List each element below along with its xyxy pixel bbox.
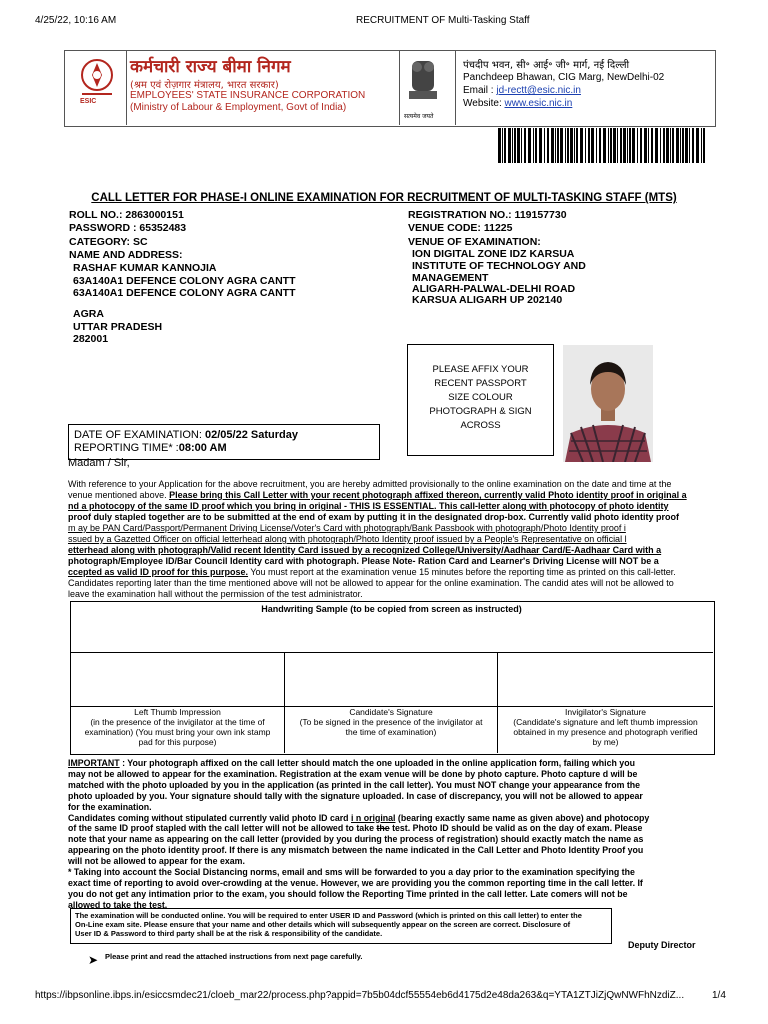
venue-line-2: INSTITUTE OF TECHNOLOGY AND [412, 260, 586, 272]
body-line [68, 490, 720, 501]
barcode-bar [512, 128, 513, 163]
org-ministry-english: (Ministry of Labour & Employment, Govt of India) [130, 102, 347, 113]
address-city: AGRA [73, 308, 104, 320]
important-line: allowed to take the test. [68, 899, 168, 910]
important-line: exact time of reporting to avoid over-crowding at the venue. However, we are providing you the common reporting time in the call letter. If [68, 877, 643, 888]
important-line: * Taking into account the Social Distancing norms, email and sms will be forwarded to you a day prior to the examination specifying the [68, 867, 635, 878]
barcode-bar [599, 128, 601, 163]
print-url: https://ibpsonline.ibps.in/esiccsmdec21/cloeb_mar22/process.php?appid=7b5b04dcf55554eb6d4175d2e48da263&q=YTA1ZTJiZjQwNWFhNzdiZ... [35, 990, 685, 1001]
barcode-bar [640, 128, 642, 163]
barcode-bar [627, 128, 628, 163]
body-line: photograph/Employee ID/Bar Council Identity card with photograph. Please Note- Ration Card and Learner's Driving License will NOT be a [68, 556, 659, 566]
print-page-number: 1/4 [712, 990, 726, 1001]
barcode-bar [533, 128, 534, 163]
important-line: for the examination. [68, 801, 152, 812]
barcode-bar [692, 128, 694, 163]
important-text: i n original [351, 812, 396, 823]
barcode-bar [596, 128, 597, 163]
barcode-bar [570, 128, 573, 163]
table-divider [497, 652, 498, 753]
barcode-bar [547, 128, 549, 163]
handwriting-title: Handwriting Sample (to be copied from screen as instructed) [261, 604, 522, 614]
cell-text: pad for this purpose) [138, 737, 217, 747]
important-line [68, 823, 720, 834]
barcode-bar [610, 128, 612, 163]
body-line: Candidates reporting later than the time mentioned above will not be allowed to appear for the online examination. The candid ates will not be allowed to [68, 578, 674, 588]
body-text: venue mentioned above. [68, 490, 170, 500]
barcode-bar [617, 128, 618, 163]
candidate-name: RASHAF KUMAR KANNOJIA [73, 262, 217, 274]
important-text: of the same ID proof stapled with the call letter will not be allowed to take [68, 823, 377, 834]
barcode-bar [701, 128, 702, 163]
important-line: photo uploaded by you. Your signature should tally with the signature uploaded. In case of discrepancy, you will not be allowed to appear [68, 790, 643, 801]
body-paragraph [68, 479, 720, 600]
photo-instruction-2: RECENT PASSPORT [434, 378, 527, 389]
email-line [463, 85, 581, 96]
candidate-photo [563, 345, 653, 462]
thumb-impression-cell [72, 707, 283, 747]
divider [455, 50, 456, 125]
barcode-bar [689, 128, 690, 163]
important-section [68, 758, 720, 911]
barcode-bar [670, 128, 671, 163]
name-address-label: NAME AND ADDRESS: [69, 249, 183, 261]
barcode-bar [608, 128, 609, 163]
table-divider [284, 652, 285, 753]
body-line [68, 567, 720, 578]
photo-instruction-1: PLEASE AFFIX YOUR [432, 364, 529, 375]
barcode-bar [524, 128, 526, 163]
barcode-bar [517, 128, 520, 163]
barcode-bar [551, 128, 554, 163]
barcode-bar [676, 128, 679, 163]
barcode-bar [663, 128, 665, 163]
barcode-bar [620, 128, 622, 163]
table-divider [70, 652, 713, 653]
cell-text: obtained in my presence and photograph verified [513, 727, 698, 737]
body-line: With reference to your Application for the above recruitment, you are hereby admitted provisionally to the online examination on the date and time at the [68, 479, 672, 489]
body-line: leave the examination hall without the permission of the test administrator. [68, 589, 363, 599]
barcode-bar [655, 128, 658, 163]
photo-instruction-4: PHOTOGRAPH & SIGN [429, 406, 532, 417]
body-line: nd a photocopy of the same ID proof which you bring in original - THIS IS ESSENTIAL. This call-letter along with photocopy of photo identity [68, 501, 669, 511]
body-line: proof duly stapled together are to be submitted at the end of exam by putting it in the designated drop-box. Currently valid photo identity proof [68, 512, 680, 522]
candidate-signature-cell [286, 707, 496, 737]
venue-line-5: KARSUA ALIGARH UP 202140 [412, 294, 563, 306]
cell-text: (in the presence of the invigilator at the time of [90, 717, 265, 727]
barcode-bar [521, 128, 522, 163]
venue-line-4: ALIGARH-PALWAL-DELHI ROAD [412, 283, 576, 295]
salutation: Madam / Sir, [68, 457, 130, 469]
barcode-bar [613, 128, 616, 163]
body-text: Please bring this Call Letter with your recent photograph affixed thereon, currently valid Photo identity proof in original a [169, 490, 687, 500]
barcode-bar [651, 128, 653, 163]
barcode-bar [685, 128, 688, 163]
important-line [68, 758, 720, 769]
body-line: m ay be PAN Card/Passport/Permanent Driving License/Voter's Card with photograph/Bank Passbook with photograph/Photo Identity proof i [68, 523, 626, 533]
barcode-bar [560, 128, 563, 163]
cell-heading: Candidate's Signature [349, 707, 433, 717]
barcode-bar [535, 128, 537, 163]
barcode-bar [666, 128, 669, 163]
barcode-bar [502, 128, 503, 163]
note-line: The examination will be conducted online. You will be required to enter USER ID and Password (which is printed on this call letter) to enter the [75, 911, 582, 920]
barcode-bar [504, 128, 506, 163]
important-line: will not be allowed to appear for the exam. [68, 856, 245, 867]
barcode-bar [696, 128, 699, 163]
barcode-bar [648, 128, 649, 163]
barcode-bar [603, 128, 606, 163]
body-line: ssued by a Gazetted Officer on official letterhead along with photograph/Photo Identity proof issued by a People's Representative on official l [68, 534, 627, 544]
exam-date: 02/05/22 Saturday [205, 429, 298, 441]
cell-text: (Candidate's signature and left thumb impression [513, 717, 698, 727]
cell-heading: Invigilator's Signature [565, 707, 646, 717]
reporting-time: 08:00 AM [178, 442, 227, 454]
national-emblem [404, 55, 442, 115]
important-text: test. Photo ID should be valid as on the day of exam. Please [389, 823, 643, 834]
barcode-bar [514, 128, 516, 163]
exam-note-box [70, 908, 612, 944]
barcode-bar [574, 128, 575, 163]
org-name-english: EMPLOYEES' STATE INSURANCE CORPORATION [130, 90, 366, 101]
cell-text: (To be signed in the presence of the invigilator at [299, 717, 483, 727]
barcode [498, 128, 708, 163]
important-label: IMPORTANT [68, 758, 120, 768]
important-text: (bearing exactly same name as given above) and photocopy [395, 812, 650, 823]
important-line: note that your name as appearing on the call letter (provided by you during the process of registration) should exactly match the name as [68, 834, 644, 845]
arrow-icon: ➤ [88, 953, 99, 967]
password: PASSWORD : 65352483 [69, 222, 187, 234]
body-text: ccepted as valid ID proof for this purpose. [68, 567, 249, 577]
barcode-bar [539, 128, 542, 163]
barcode-bar [557, 128, 559, 163]
invigilator-signature-cell [499, 707, 712, 747]
venue-line-1: ION DIGITAL ZONE IDZ KARSUA [412, 248, 575, 260]
note-line: User ID & Password to third party shall be at the risk & responsibility of the candidate. [75, 928, 383, 938]
address-english: Panchdeep Bhawan, CIG Marg, NewDelhi-02 [463, 72, 665, 83]
barcode-bar [498, 128, 501, 163]
barcode-bar [644, 128, 647, 163]
emblem-caption: सत्यमेव जयते [404, 113, 434, 120]
address-pin: 282001 [73, 333, 109, 345]
cell-text: by me) [592, 737, 619, 747]
barcode-bar [591, 128, 594, 163]
important-line: may not be allowed to appear for the examination. Registration at the exam venue will be done by photo capture. Photo capture d will be [68, 768, 638, 779]
important-text: the [376, 823, 390, 834]
important-text: Candidates coming without stipulated currently valid photo ID card [68, 812, 351, 823]
email-link[interactable]: jd-rectt@esic.nic.in [496, 85, 581, 96]
print-note: Please print and read the attached instructions from next page carefully. [105, 952, 363, 961]
letter-title: CALL LETTER FOR PHASE-I ONLINE EXAMINATION FOR RECRUITMENT OF MULTI-TASKING STAFF (MTS) [91, 192, 677, 204]
barcode-bar [585, 128, 586, 163]
barcode-bar [576, 128, 578, 163]
barcode-bar [680, 128, 681, 163]
reporting-time-line [74, 442, 227, 454]
cell-text: examination) (You must bring your own ink stamp [84, 727, 271, 737]
website-label: Website: [463, 98, 502, 109]
barcode-bar [580, 128, 583, 163]
barcode-bar [703, 128, 705, 163]
exam-date-line [74, 429, 298, 441]
barcode-bar [629, 128, 631, 163]
divider [126, 50, 127, 125]
barcode-bar [565, 128, 566, 163]
important-text: : Your photograph affixed on the call letter should match the one uploaded in the online application form, failing which you [119, 758, 635, 768]
barcode-bar [544, 128, 545, 163]
barcode-bar [672, 128, 674, 163]
cell-text: the time of examination) [345, 727, 437, 737]
cell-heading: Left Thumb Impression [134, 707, 221, 717]
print-datetime: 4/25/22, 10:16 AM [35, 15, 117, 26]
barcode-bar [632, 128, 635, 163]
address-line-1: 63A140A1 DEFENCE COLONY AGRA CANTT [73, 275, 296, 287]
photo-instruction-5: ACROSS [460, 420, 501, 431]
barcode-bar [682, 128, 684, 163]
org-name-hindi: कर्मचारी राज्य बीमा निगम [130, 57, 291, 77]
exam-date-label: DATE OF EXAMINATION: [74, 429, 205, 441]
email-label: Email : [463, 85, 494, 96]
barcode-bar [588, 128, 590, 163]
registration-no: REGISTRATION NO.: 119157730 [408, 209, 567, 221]
print-page-title: RECRUITMENT OF Multi-Tasking Staff [356, 15, 530, 26]
exam-date-box [68, 424, 380, 460]
venue-code: VENUE CODE: 11225 [408, 222, 513, 234]
important-line: appearing on the photo identity proof. If there is any mismatch between the name indicated in the Call Letter and Photo Identity Proof you [68, 845, 644, 856]
barcode-bar [637, 128, 638, 163]
logo-caption: ESIC [80, 98, 97, 105]
address-state: UTTAR PRADESH [73, 321, 163, 333]
barcode-bar [508, 128, 511, 163]
photo-placeholder-box [407, 344, 554, 456]
divider [399, 50, 400, 125]
deputy-director: Deputy Director [628, 940, 696, 950]
venue-label: VENUE OF EXAMINATION: [408, 236, 541, 248]
note-line: On-Line exam site. Please ensure that your name and other details which will subsequently appear on the screen are correct. Disclosure of [75, 919, 571, 929]
body-text: You must report at the examination venue 15 minutes before the reporting time as printed on this call-letter. [248, 567, 676, 577]
reporting-time-label: REPORTING TIME* : [74, 442, 179, 454]
barcode-bar [528, 128, 531, 163]
category: CATEGORY: SC [69, 236, 148, 248]
photo-instruction-3: SIZE COLOUR [448, 392, 513, 403]
barcode-bar [555, 128, 556, 163]
important-line: matched with the photo uploaded by you in the application (as printed in the call letter). You must NOT change your appearance from the [68, 779, 641, 790]
website-link[interactable]: www.esic.nic.in [504, 98, 573, 109]
venue-line-3: MANAGEMENT [412, 272, 489, 284]
address-hindi: पंचदीप भवन, सी॰ आई॰ जी॰ मार्ग, नई दिल्ली [463, 60, 630, 71]
website-line [463, 98, 572, 109]
body-line: etterhead along with photograph/Valid recent Identity Card issued by a recognized College/University/Aadhaar Card/E-Aadhaar Card with a [68, 545, 662, 555]
address-line-2: 63A140A1 DEFENCE COLONY AGRA CANTT [73, 287, 296, 299]
roll-no: ROLL NO.: 2863000151 [69, 209, 184, 221]
barcode-bar [567, 128, 569, 163]
org-ministry-hindi: (श्रम एवं रोज़गार मंत्रालय, भारत सरकार) [130, 80, 279, 91]
barcode-bar [623, 128, 626, 163]
important-line: you do not get any intimation prior to the exam, you should follow the Reporting Time printed in the call letter. Late comers will not be [68, 888, 628, 899]
important-line [68, 813, 720, 824]
barcode-bar [660, 128, 661, 163]
